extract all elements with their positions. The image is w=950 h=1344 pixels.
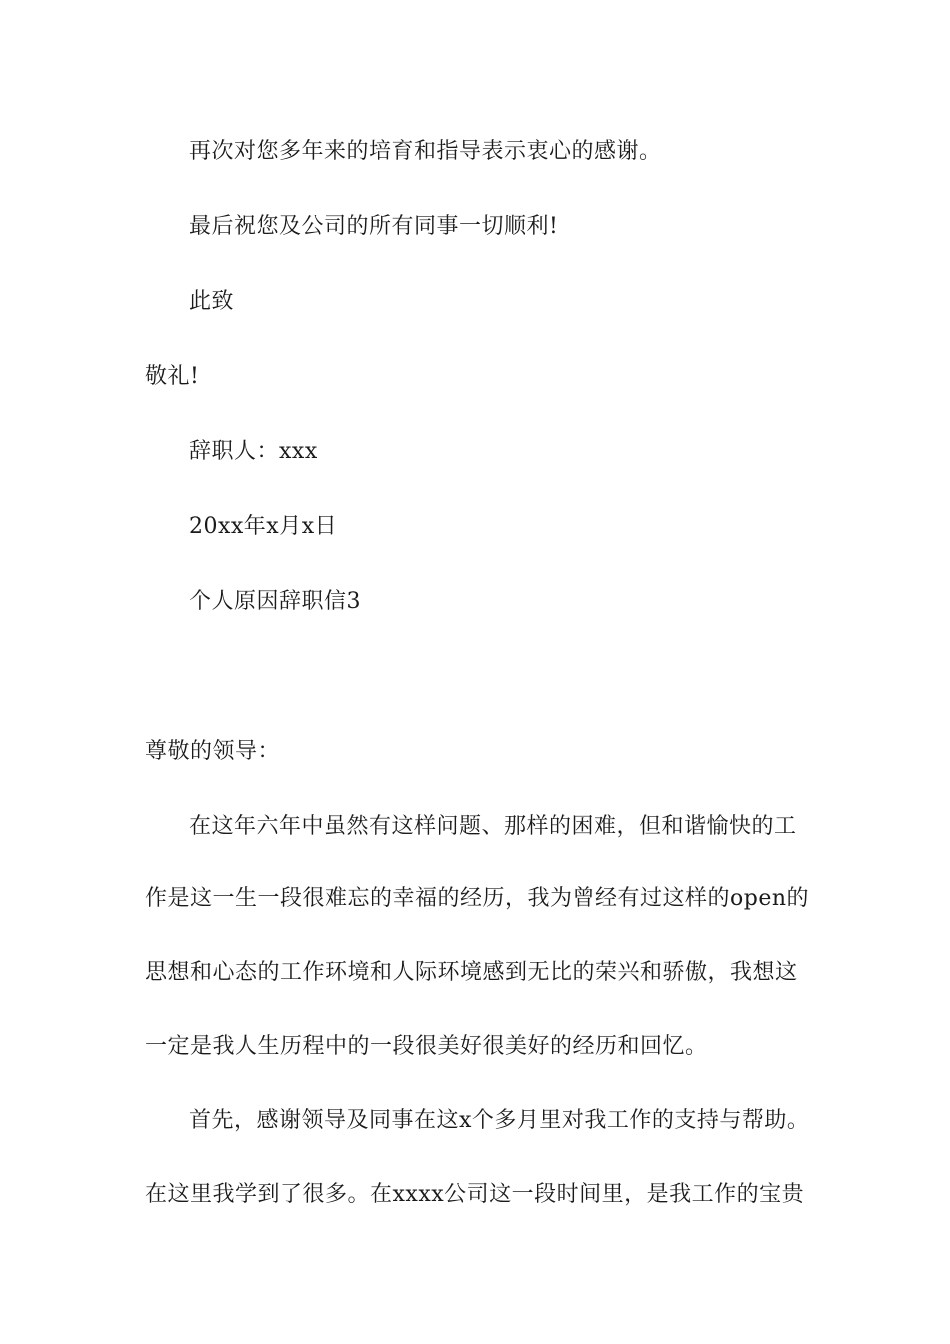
paragraph-1-line-3: 思想和心态的工作环境和人际环境感到无比的荣兴和骄傲，我想这 bbox=[145, 960, 798, 985]
paragraph-1-line-1: 在这年六年中虽然有这样问题、那样的困难，但和谐愉快的工 bbox=[189, 814, 797, 839]
paragraph-2-line-1: 首先，感谢领导及同事在这x个多月里对我工作的支持与帮助。 bbox=[189, 1108, 810, 1133]
closing-thanks-line: 再次对您多年来的培育和指导表示衷心的感谢。 bbox=[189, 139, 662, 164]
salutation-cizhi: 此致 bbox=[189, 289, 235, 314]
greeting-line: 尊敬的领导： bbox=[145, 739, 281, 764]
closing-wishes-line: 最后祝您及公司的所有同事一切顺利! bbox=[189, 214, 559, 239]
paragraph-1-line-2: 作是这一生一段很难忘的幸福的经历，我为曾经有过这样的open的 bbox=[145, 886, 810, 911]
signature-line: 辞职人：xxx bbox=[189, 439, 318, 464]
paragraph-1-line-4: 一定是我人生历程中的一段很美好很美好的经历和回忆。 bbox=[145, 1034, 708, 1059]
section-title: 个人原因辞职信3 bbox=[189, 589, 361, 614]
salutation-jingli: 敬礼! bbox=[145, 364, 200, 389]
date-line: 20xx年x月x日 bbox=[189, 514, 338, 539]
paragraph-2-line-2: 在这里我学到了很多。在xxxx公司这一段时间里，是我工作的宝贵 bbox=[145, 1182, 805, 1207]
